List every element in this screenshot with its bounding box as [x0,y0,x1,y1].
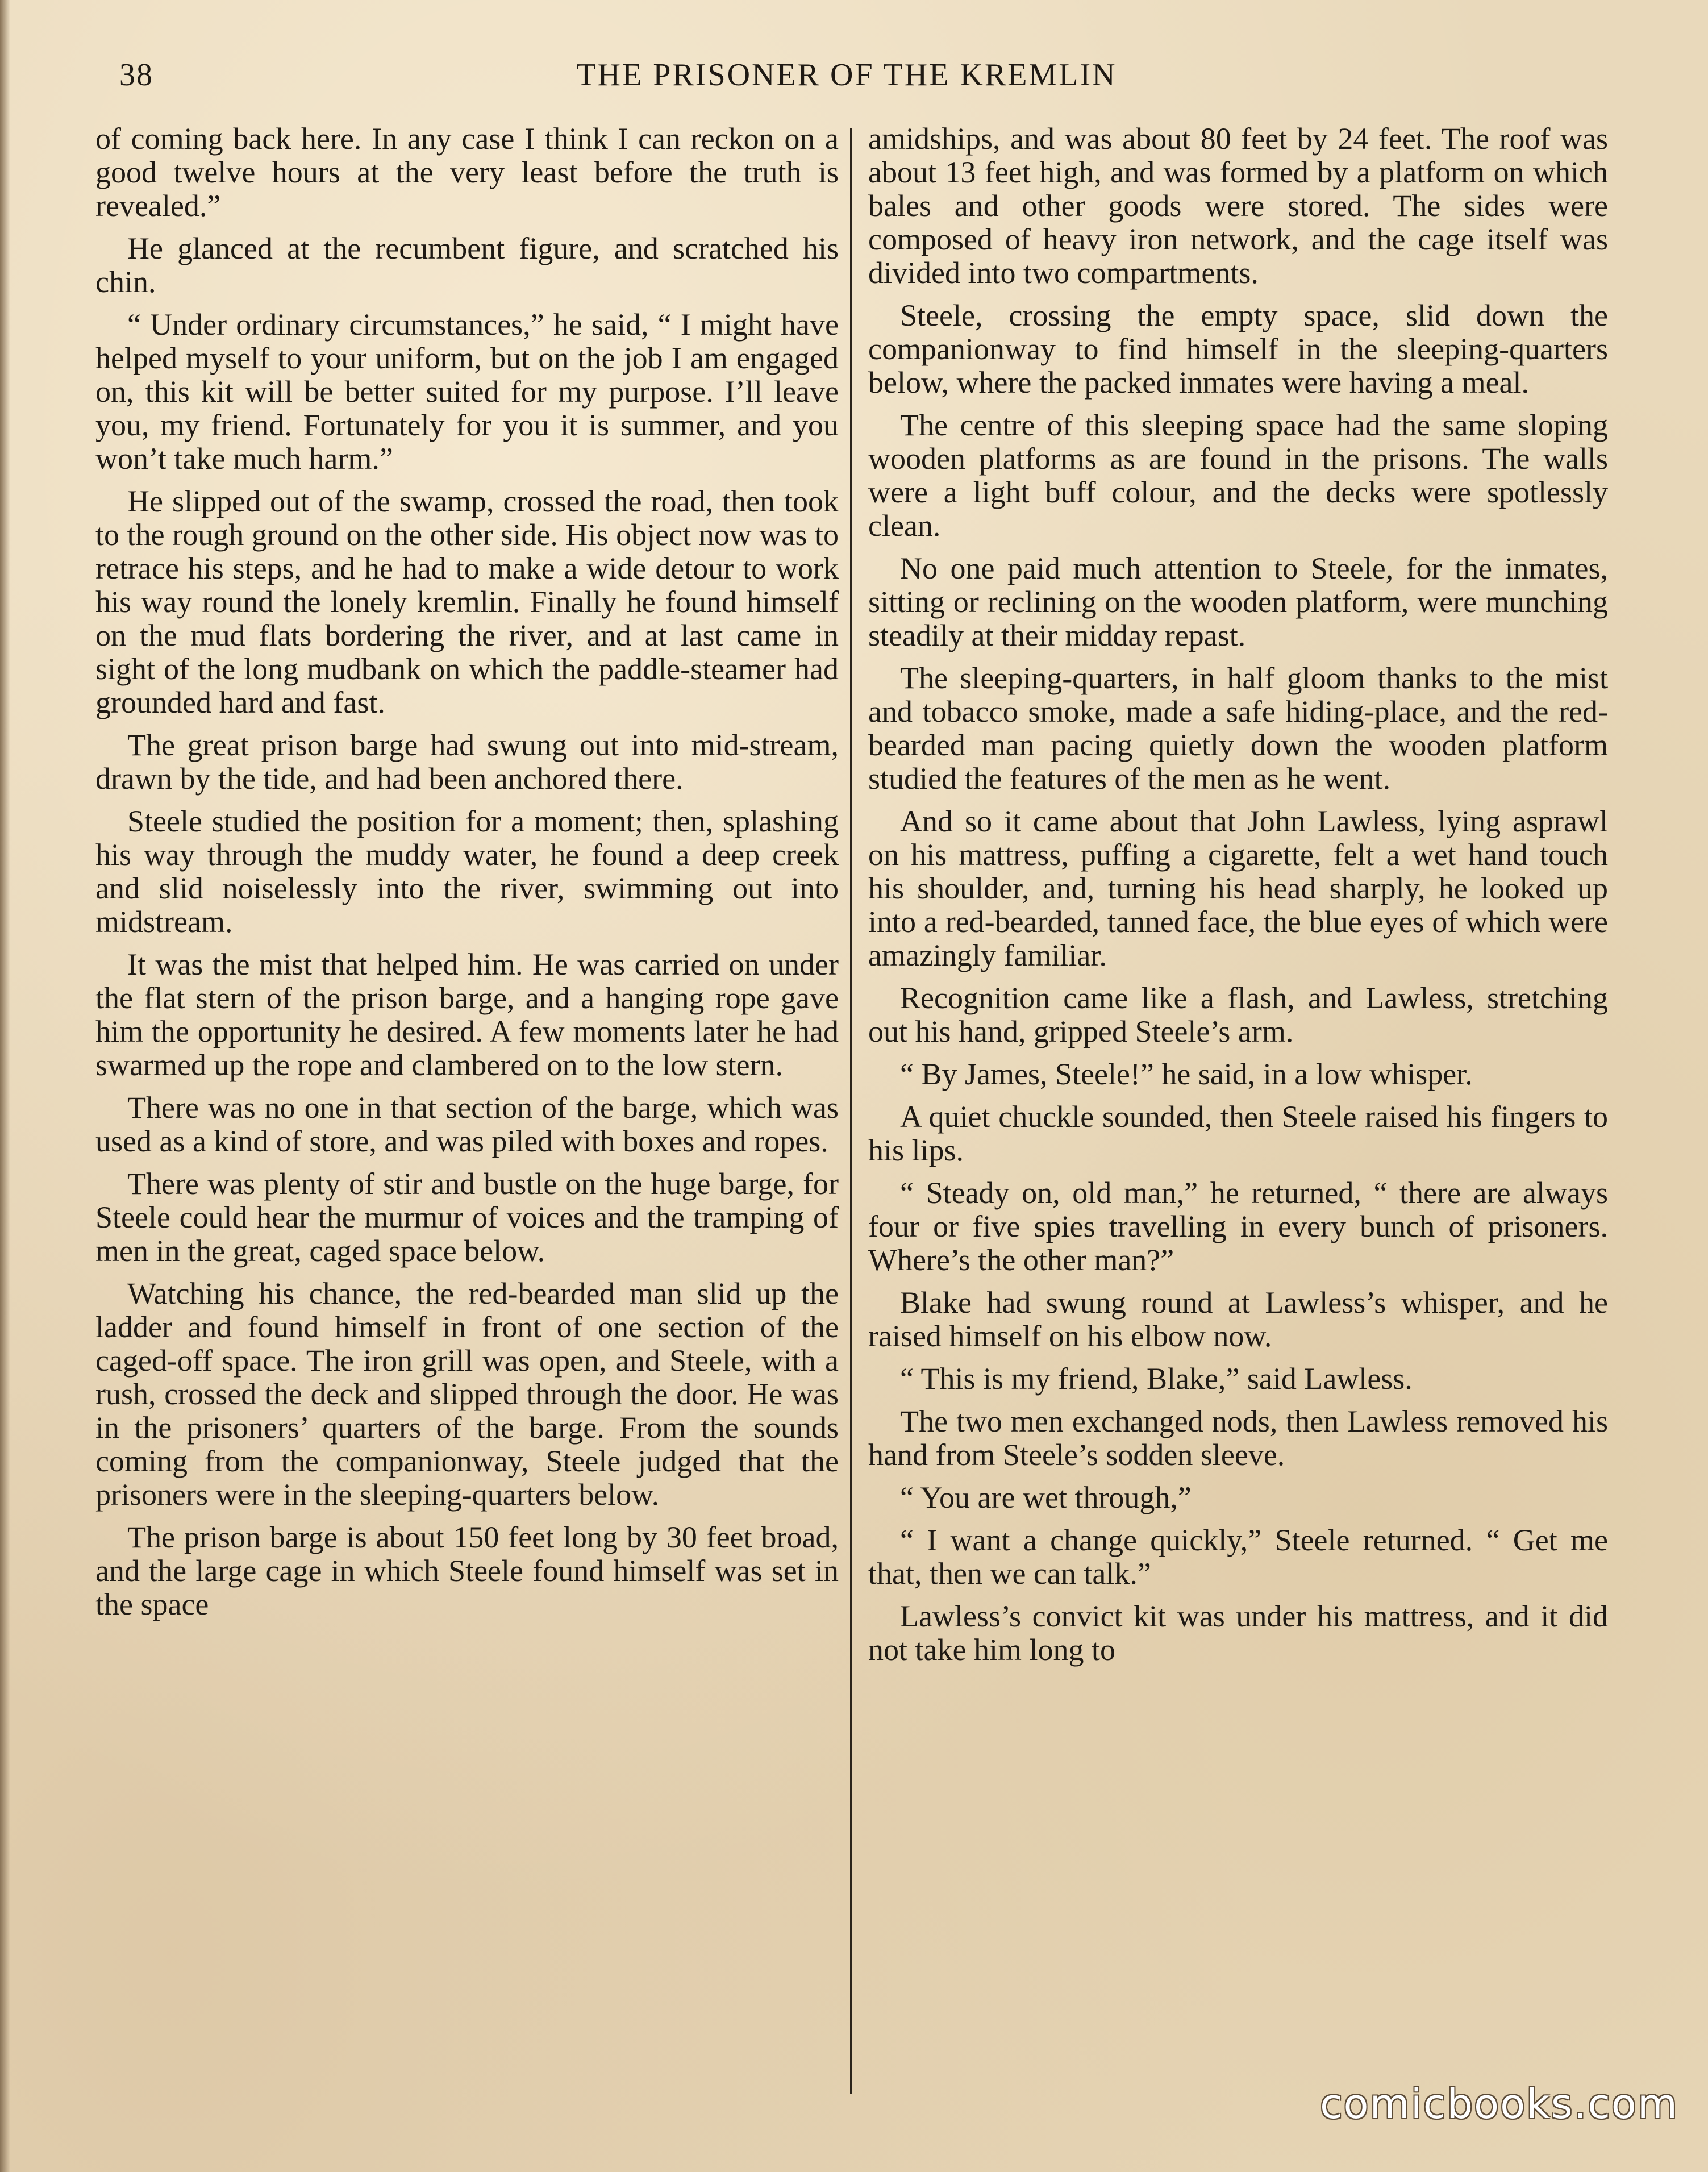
paragraph: The two men exchanged nods, then Lawless removed his hand from Steele’s sodden sleeve. [868,1404,1608,1472]
right-column [868,122,1608,1676]
paragraph: “ I want a change quickly,” Steele returned. “ Get me that, then we can talk.” [868,1523,1608,1591]
left-column [95,122,839,1630]
paragraph: Lawless’s convict kit was under his mattress, and it did not take him long to [868,1599,1608,1667]
paragraph: “ By James, Steele!” he said, in a low whisper. [900,1057,1473,1091]
paragraph: The centre of this sleeping space had the same sloping wooden platforms as are found in the prisons. The walls were a light buff colour, and the decks were spotlessly clean. [868,408,1608,543]
paragraph: The great prison barge had swung out into mid-stream, drawn by the tide, and had been anchored there. [95,728,839,796]
paragraph: “ Under ordinary circumstances,” he said, “ I might have helped myself to your uniform, but on the job I am engaged on, this kit will be better suited for my purpose. I’ll leave you, my friend. Fortunately for you it is summer, and you won’t take much harm.” [95,307,839,476]
paragraph: He slipped out of the swamp, crossed the road, then took to the rough ground on the other side. His object now was to retrace his steps, and he had to make a wide detour to work his way round the lonely kremlin. Finally he found himself on the mud flats bordering the river, and at last came in sight of the long mudbank on which the paddle-steamer had grounded hard and fast. [95,484,839,719]
watermark: comicbooks.com [1319,2080,1678,2128]
paragraph: Watching his chance, the red-bearded man slid up the ladder and found himself in front of one section of the caged-off space. The iron grill was open, and Steele, with a rush, crossed the deck and slipped through the door. He was in the prisoners’ quarters of the barge. From the sounds coming from the companionway, Steele judged that the prisoners were in the sleeping-quarters below. [95,1276,839,1512]
page-edge-shadow [0,0,10,2172]
paragraph: There was plenty of stir and bustle on the huge barge, for Steele could hear the murmur of voices and the tramping of men in the great, caged space below. [95,1167,839,1268]
page-number: 38 [119,57,153,93]
paragraph: Steele studied the position for a moment; then, splashing his way through the muddy water, he found a deep creek and slid noiselessly into the river, swimming out into midstream. [95,804,839,939]
paragraph: It was the mist that helped him. He was carried on under the flat stern of the prison barge, and a hanging rope gave him the opportunity he desired. A few moments later he had swarmed up the rope and clambered on to the low stern. [95,947,839,1082]
paragraph: “ Steady on, old man,” he returned, “ there are always four or five spies travelling in every bunch of prisoners. Where’s the other man?” [868,1176,1608,1277]
paragraph: “ This is my friend, Blake,” said Lawless. [900,1362,1413,1396]
paragraph: “ You are wet through,” [900,1480,1192,1514]
paragraph: Blake had swung round at Lawless’s whisper, and he raised himself on his elbow now. [868,1285,1608,1353]
paragraph: The sleeping-quarters, in half gloom thanks to the mist and tobacco smoke, made a safe hiding-place, and the red-bearded man pacing quietly down the wooden platform studied the features of the men as he went. [868,661,1608,796]
running-head: THE PRISONER OF THE KREMLIN [576,57,1117,93]
paragraph: amidships, and was about 80 feet by 24 feet. The roof was about 13 feet high, and was formed by a platform on which bales and other goods were stored. The sides were composed of heavy iron network, and the cage itself was divided into two compartments. [868,122,1608,290]
paragraph: The prison barge is about 150 feet long by 30 feet broad, and the large cage in which Steele found himself was set in the space [95,1520,839,1621]
paragraph: And so it came about that John Lawless, lying asprawl on his mattress, puffing a cigarette, felt a wet hand touch his shoulder, and, turning his head sharply, he looked up into a red-bearded, tanned face, the blue eyes of which were amazingly familiar. [868,804,1608,972]
page-header [119,57,1574,102]
paragraph: No one paid much attention to Steele, for the inmates, sitting or reclining on the wooden platform, were munching steadily at their midday repast. [868,551,1608,652]
paragraph: Recognition came like a flash, and Lawless, stretching out his hand, gripped Steele’s arm. [868,981,1608,1048]
paragraph: Steele, crossing the empty space, slid down the companionway to find himself in the sleeping-quarters below, where the packed inmates were having a meal. [868,298,1608,400]
paragraph: of coming back here. In any case I think I can reckon on a good twelve hours at the very least before the truth is revealed.” [95,122,839,223]
paragraph: There was no one in that section of the barge, which was used as a kind of store, and was piled with boxes and ropes. [95,1091,839,1158]
column-divider [850,128,852,2094]
paragraph: A quiet chuckle sounded, then Steele raised his fingers to his lips. [868,1100,1608,1167]
paragraph: He glanced at the recumbent figure, and scratched his chin. [95,231,839,299]
